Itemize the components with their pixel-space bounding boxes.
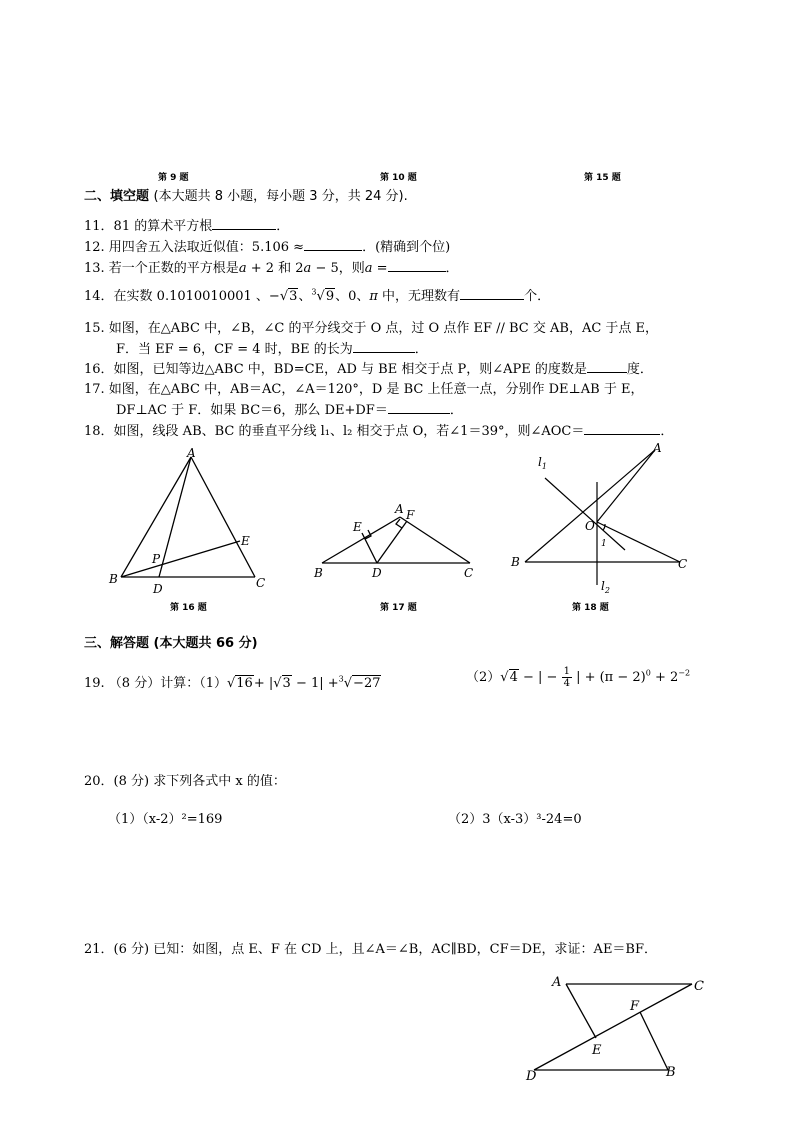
question-16: 16．如图，已知等边△ABC 中，BD=CE，AD 与 BE 相交于点 P，则∠APE 的度数是 度．	[84, 362, 653, 377]
label-A: A	[552, 975, 562, 990]
question-20-part1: （1）（x-2）²=169	[108, 812, 223, 827]
caption-q16: 第 16 题	[170, 603, 207, 613]
caption-q18: 第 18 题	[572, 603, 609, 613]
answer-blank[interactable]	[304, 238, 362, 251]
label-F: F	[630, 999, 640, 1014]
label-D: D	[372, 566, 382, 580]
label-B: B	[666, 1065, 676, 1080]
question-14: 14．在实数 0.1010010001 、−√3、$^3$√9、0、π 中，无理数有 个．	[84, 287, 551, 304]
section-2-heading	[84, 185, 408, 204]
question-21: 21．(6 分) 已知：如图，点 E、F 在 CD 上，且∠A＝∠B，AC∥BD，CF＝DE，求证：AE＝BF．	[84, 942, 658, 957]
label-A: A	[395, 502, 404, 516]
label-A: A	[653, 441, 662, 455]
figure-18	[505, 440, 700, 595]
label-C: C	[694, 979, 704, 994]
label-B: B	[314, 566, 323, 580]
section-3-note: (本大题共 66 分)	[153, 636, 258, 651]
label-B: B	[511, 555, 520, 569]
answer-blank[interactable]	[353, 340, 415, 353]
label-D: D	[526, 1069, 537, 1084]
section-2-note: (本大题共 8 小题，每小题 3 分，共 24 分).	[153, 189, 408, 204]
label-A: A	[187, 446, 196, 460]
label-D: D	[153, 582, 163, 595]
section-3-title: 三、解答题	[84, 636, 150, 651]
label-C: C	[256, 576, 266, 590]
label-E: E	[353, 520, 362, 534]
figure-21	[520, 968, 720, 1088]
label-F: F	[406, 508, 415, 522]
question-19-part1: 19. （8 分）计算：（1）√16+ |√3 − 1| +$^3$√−27	[84, 674, 381, 691]
caption-q17: 第 17 题	[380, 603, 417, 613]
question-17-line2: DF⊥AC 于 F．如果 BC＝6，那么 DE+DF＝ ．	[116, 403, 463, 418]
label-l1: $l_1$	[538, 455, 547, 471]
label-C: C	[678, 557, 688, 571]
answer-blank[interactable]	[388, 401, 450, 414]
label-B: B	[109, 572, 118, 586]
label-P: P	[152, 552, 161, 566]
caption-q9: 第 9 题	[158, 173, 189, 183]
question-11: 11．81 的算术平方根 ．	[84, 219, 290, 234]
question-12: 12. 用四舍五入法取近似值：5.106 ≈ ．(精确到个位)	[84, 240, 451, 255]
label-angle-1: 1	[601, 539, 607, 549]
answer-blank[interactable]	[460, 287, 524, 300]
question-19-part2: （2）√4 − | − $\frac{1}{4}$ | + $(\pi - 2)^0 + 2^{-2}$	[466, 666, 691, 689]
figure-16	[105, 445, 280, 595]
label-E: E	[592, 1043, 602, 1058]
question-17-line1: 17. 如图，在△ABC 中，AB＝AC，∠A＝120°，D 是 BC 上任意一点，分别作 DE⊥AB 于 E，	[84, 382, 644, 397]
answer-blank[interactable]	[587, 360, 627, 373]
answer-blank[interactable]	[388, 259, 446, 272]
question-20: 20．(8 分) 求下列各式中 x 的值：	[84, 774, 286, 789]
question-15-line2: F．当 EF = 6，CF = 4 时，BE 的长为 ．	[116, 342, 428, 357]
answer-blank[interactable]	[584, 422, 660, 435]
label-O: O	[585, 519, 595, 533]
section-3-heading	[84, 632, 258, 651]
caption-q15: 第 15 题	[584, 173, 621, 183]
question-15-line1: 15. 如图，在△ABC 中，∠B，∠C 的平分线交于 O 点，过 O 点作 EF // BC 交 AB，AC 于点 E，	[84, 321, 659, 336]
caption-q10: 第 10 题	[380, 173, 417, 183]
answer-blank[interactable]	[212, 217, 276, 230]
section-2-title: 二、填空题	[84, 189, 150, 204]
label-C: C	[464, 566, 474, 580]
question-13: 13. 若一个正数的平方根是a + 2 和 2a − 5，则a = ．	[84, 261, 459, 276]
label-l2: $l_2$	[601, 579, 610, 595]
question-20-part2: （2）3（x-3）³-24=0	[448, 812, 582, 827]
figure-17	[310, 495, 485, 585]
label-E: E	[241, 534, 250, 548]
question-18: 18．如图，线段 AB、BC 的垂直平分线 l₁、l₂ 相交于点 O，若∠1＝39°，则∠AOC＝ ．	[84, 424, 674, 439]
